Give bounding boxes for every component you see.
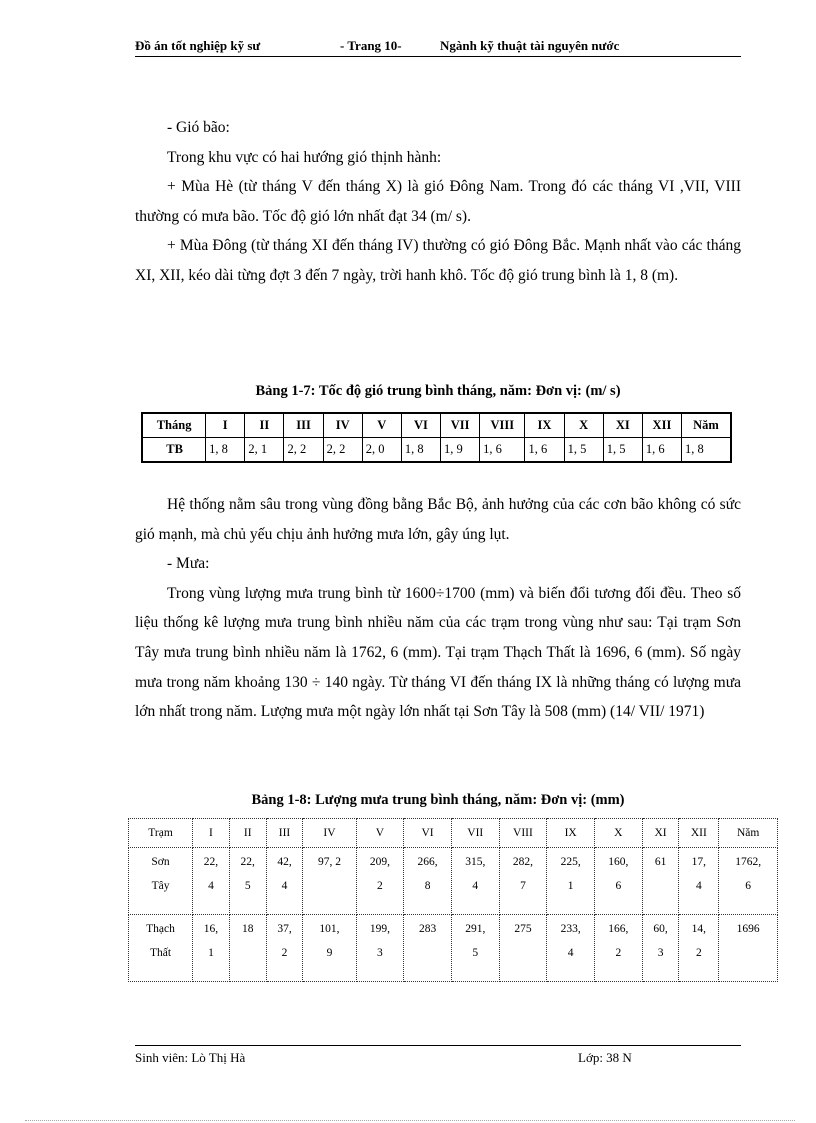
table-header-cell: I	[206, 413, 245, 438]
table-header-cell: I	[193, 819, 230, 848]
cell-line: 315,	[465, 856, 486, 868]
table-cell	[266, 848, 303, 915]
header-major: Ngành kỹ thuật tài nguyên nước	[440, 38, 620, 53]
table-cell	[547, 848, 595, 915]
cell-line: 4	[695, 880, 702, 892]
cell-line: 4	[208, 880, 214, 892]
table-cell: 2, 1	[245, 438, 284, 463]
cell-line: 4	[472, 880, 479, 892]
cell-line: 1762,	[735, 856, 762, 868]
cell-line: 22,	[203, 856, 219, 868]
table-cell	[404, 915, 452, 982]
table-cell: 1, 8	[682, 438, 732, 463]
section-rain	[135, 490, 741, 727]
table-header-cell: VII	[441, 413, 480, 438]
table-header-cell: IV	[323, 413, 362, 438]
table-cell: 1, 6	[525, 438, 564, 463]
wind-speed-table	[141, 412, 732, 463]
cell-line: 8	[424, 880, 431, 892]
table-header-cell: XII	[679, 819, 719, 848]
cell-line: 101,	[319, 923, 340, 935]
table-cell	[303, 848, 356, 915]
table-header-row	[142, 413, 731, 438]
table-cell	[594, 915, 642, 982]
table-cell	[451, 915, 499, 982]
table-header-cell: VI	[401, 413, 440, 438]
cell-line: 209,	[369, 856, 390, 868]
cell-line: 2	[281, 947, 288, 959]
cell-line: 7	[520, 880, 526, 892]
table-header-cell: II	[229, 819, 266, 848]
table-header-cell: IX	[525, 413, 564, 438]
paragraph: + Mùa Hè (từ tháng V đến tháng X) là gió Đông Nam. Trong đó các tháng VI ,VII, VIII thường có mưa bão. Tốc độ gió lớn nhất đạt 34 (m/ s).	[135, 178, 741, 225]
table-cell	[547, 915, 595, 982]
cell-line: 2	[377, 880, 383, 892]
table-cell	[719, 848, 778, 915]
cell-line: 291,	[465, 923, 486, 935]
table-header-cell: VII	[451, 819, 499, 848]
cell-line: 61	[654, 856, 667, 868]
table-cell	[679, 915, 719, 982]
table7-caption: Bảng 1-7: Tốc độ gió trung bình tháng, năm: Đơn vị: (m/ s)	[255, 383, 621, 399]
table-row	[142, 438, 731, 463]
table-cell	[451, 848, 499, 915]
table-header-cell: III	[266, 819, 303, 848]
table-cell	[193, 915, 230, 982]
cell-line: Thất	[149, 947, 172, 959]
table-cell: 1, 6	[642, 438, 681, 463]
cell-line: 282,	[512, 856, 534, 868]
cell-line: 2	[695, 947, 702, 959]
table-cell: 2, 2	[323, 438, 362, 463]
table-header-cell: Năm	[682, 413, 732, 438]
row-label: TB	[142, 438, 206, 463]
page-header	[135, 38, 741, 57]
cell-line: 42,	[277, 856, 292, 868]
cell-line: Thạch	[146, 923, 175, 935]
station-name	[129, 848, 193, 915]
cell-line: 266,	[417, 856, 438, 868]
cell-line: 2	[615, 947, 622, 959]
cell-line: 225,	[560, 856, 581, 868]
cell-line: 4	[567, 947, 574, 959]
table-cell	[404, 848, 452, 915]
header-page-number: - Trang 10-	[340, 38, 402, 53]
table-header-cell: V	[362, 413, 401, 438]
cell-line: 18	[241, 923, 254, 935]
cell-line: 37,	[277, 923, 292, 935]
cell-line: 97, 2	[317, 856, 341, 868]
table-header-cell: XI	[642, 819, 679, 848]
section-wind	[135, 113, 741, 290]
page-footer	[135, 1045, 741, 1065]
cell-line: 5	[472, 947, 479, 959]
heading-rain: - Mưa:	[167, 555, 210, 573]
cell-line: 275	[514, 923, 532, 935]
table-header-row	[129, 819, 778, 848]
table-header-cell: Năm	[719, 819, 778, 848]
table-header-cell: VI	[404, 819, 452, 848]
table-header-cell: Tháng	[142, 413, 206, 438]
cell-line: 1	[567, 880, 574, 892]
table-cell	[499, 848, 547, 915]
paragraph: Hệ thống nằm sâu trong vùng đồng bằng Bắc Bộ, ảnh hưởng của các cơn bão không có sức gió mạnh, mà chủ yếu chịu ảnh hưởng mưa lớn, gây úng lụt.	[135, 496, 741, 543]
table-cell	[594, 848, 642, 915]
cell-line: 283	[418, 923, 437, 935]
rainfall-table	[128, 818, 778, 982]
table-cell: 2, 0	[362, 438, 401, 463]
table-header-cell: VIII	[499, 819, 547, 848]
table-row	[129, 848, 778, 915]
table-header-cell: Trạm	[129, 819, 193, 848]
table-cell: 1, 6	[480, 438, 525, 463]
cell-line: 60,	[653, 923, 668, 935]
header-thesis-title: Đồ án tốt nghiệp kỹ sư	[135, 38, 261, 53]
table-header-cell: XI	[603, 413, 642, 438]
paragraph: Trong vùng lượng mưa trung bình từ 1600÷1700 (mm) và biến đổi tương đối đều. Theo số liệu thống kê lượng mưa trung bình nhiều năm của các trạm trong vùng như sau: Tại trạm Sơn Tây mưa trung bình nhiều năm là 1762, 6 (mm). Tại trạm Thạch Thất là 1696, 6 (mm). Số ngày mưa trong năm khoảng 130 ÷ 140 ngày. Từ tháng VI đến tháng IX là những tháng có lượng mưa lớn nhất trong năm. Lượng mưa một ngày lớn nhất tại Sơn Tây là 508 (mm) (14/ VII/ 1971)	[135, 584, 741, 721]
table-cell: 1, 5	[564, 438, 603, 463]
footer-student: Sinh viên: Lò Thị Hà	[135, 1050, 246, 1065]
table-header-cell: II	[245, 413, 284, 438]
table-cell	[679, 848, 719, 915]
table-cell	[303, 915, 356, 982]
table-header-cell: X	[564, 413, 603, 438]
table-cell: 1, 8	[206, 438, 245, 463]
table-cell	[356, 915, 404, 982]
page-bottom-divider	[25, 1120, 795, 1121]
table-cell: 1, 9	[441, 438, 480, 463]
cell-line: 22,	[240, 856, 255, 868]
cell-line: 1696	[736, 923, 760, 935]
table-cell	[642, 915, 679, 982]
cell-line: 199,	[369, 923, 390, 935]
table-header-cell: X	[594, 819, 642, 848]
table-cell	[229, 915, 266, 982]
station-name	[129, 915, 193, 982]
cell-line: 3	[657, 947, 664, 959]
table-cell	[499, 915, 547, 982]
cell-line: 17,	[691, 856, 707, 868]
cell-line: 5	[244, 880, 251, 892]
heading-wind: - Gió bão:	[167, 119, 230, 136]
cell-line: 14,	[691, 923, 707, 935]
table-header-cell: III	[284, 413, 323, 438]
table-cell: 1, 8	[401, 438, 440, 463]
cell-line: 9	[326, 947, 333, 959]
table-row	[129, 915, 778, 982]
table-cell	[719, 915, 778, 982]
cell-line: 160,	[608, 856, 629, 868]
cell-line: 3	[377, 947, 383, 959]
table-cell	[642, 848, 679, 915]
table-header-cell: V	[356, 819, 404, 848]
cell-line: 6	[615, 880, 622, 892]
cell-line: 233,	[560, 923, 581, 935]
table-header-cell: XII	[642, 413, 681, 438]
cell-line: 6	[745, 880, 751, 892]
table-cell	[193, 848, 230, 915]
cell-line: Sơn	[151, 856, 170, 868]
table-header-cell: VIII	[480, 413, 525, 438]
table8-caption: Bảng 1-8: Lượng mưa trung bình tháng, năm: Đơn vị: (mm)	[251, 792, 625, 808]
footer-class: Lớp: 38 N	[578, 1050, 632, 1065]
table-cell: 1, 5	[603, 438, 642, 463]
table-cell: 2, 2	[284, 438, 323, 463]
cell-line: 4	[281, 880, 288, 892]
table-header-cell: IX	[547, 819, 595, 848]
table-cell	[356, 848, 404, 915]
cell-line: 16,	[203, 923, 219, 935]
cell-line: 1	[208, 947, 214, 959]
paragraph: Trong khu vực có hai hướng gió thịnh hành:	[167, 148, 442, 166]
cell-line: Tây	[151, 880, 170, 892]
table-cell	[266, 915, 303, 982]
paragraph: + Mùa Đông (từ tháng XI đến tháng IV) thường có gió Đông Bắc. Mạnh nhất vào các tháng XI, XII, kéo dài từng đợt 3 đến 7 ngày, trời hanh khô. Tốc độ gió trung bình là 1, 8 (m).	[135, 237, 741, 284]
table-cell	[229, 848, 266, 915]
cell-line: 166,	[608, 923, 629, 935]
table-header-cell: IV	[303, 819, 356, 848]
